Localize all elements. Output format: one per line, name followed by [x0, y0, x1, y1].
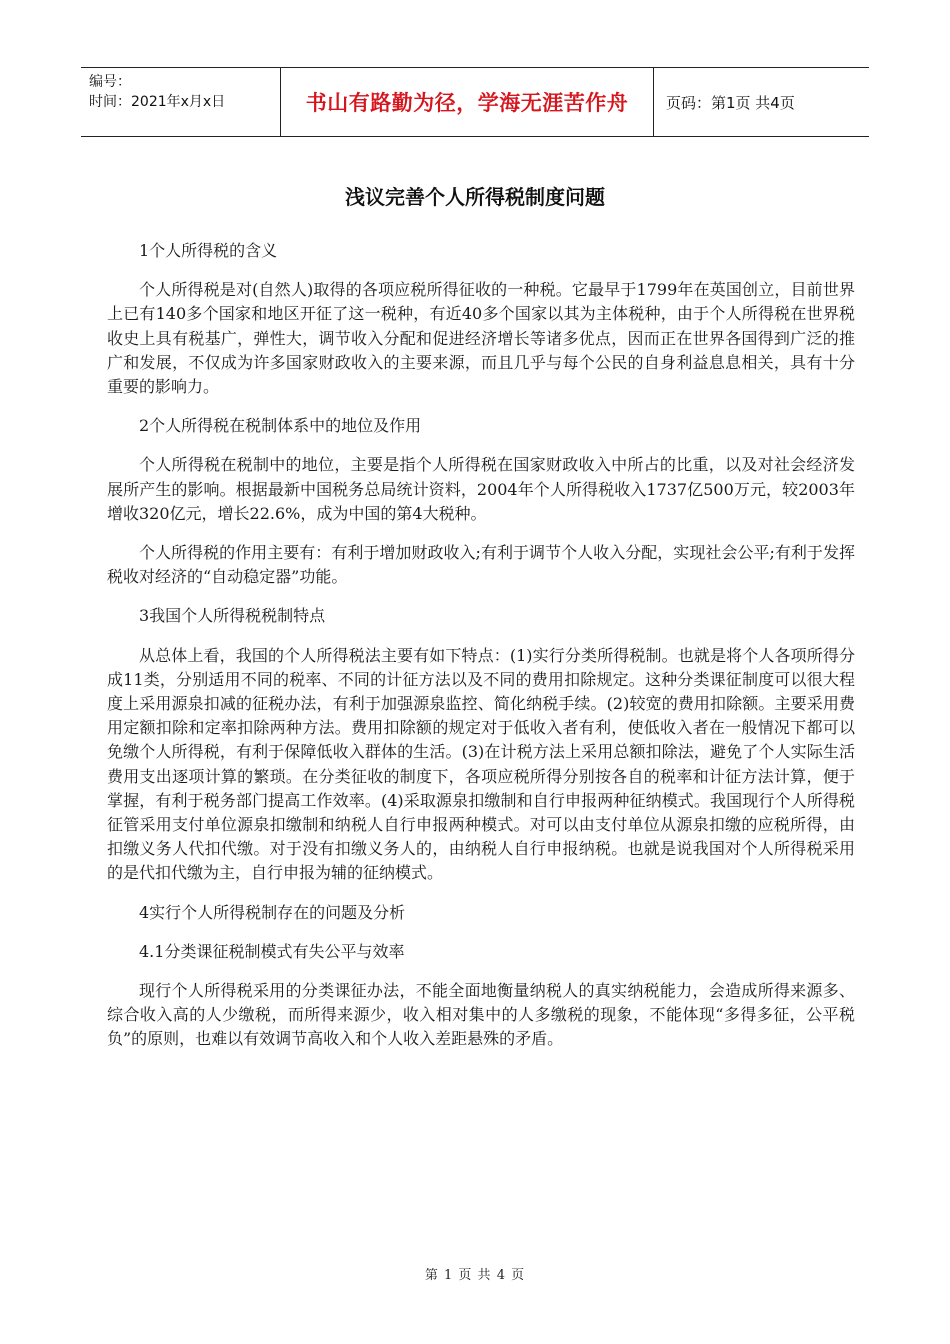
body-paragraph: 现行个人所得税采用的分类课征办法，不能全面地衡量纳税人的真实纳税能力，会造成所得来源多、综合收入高的人少缴税，而所得来源少，收入相对集中的人多缴税的现象，不能体现“多得多征，公平税负”的原则，也难以有效调节高收入和个人收入差距悬殊的矛盾。 — [107, 981, 855, 1049]
body-paragraph: 个人所得税是对(自然人)取得的各项应税所得征收的一种税。它最早于1799年在英国创立，目前世界上已有140多个国家和地区开征了这一税种，有近40多个国家以其为主体税种，由于个人所得税在世界税收史上具有税基广，弹性大，调节收入分配和促进经济增长等诸多优点，因而正在世界各国得到广泛的推广和发展，不仅成为许多国家财政收入的主要来源，而且几乎与每个公民的自身利益息息相关，具有十分重要的影响力。 — [107, 280, 855, 397]
document-title: 浅议完善个人所得税制度问题 — [345, 185, 605, 209]
header-motto: 书山有路勤为径，学海无涯苦作舟 — [281, 68, 654, 136]
subsection-heading: 4.1分类课征税制模式有失公平与效率 — [139, 941, 405, 961]
document-body — [107, 239, 855, 1067]
section-heading: 1个人所得税的含义 — [139, 241, 278, 260]
header-page-info: 页码：第1页 共4页 — [666, 93, 795, 112]
body-paragraph: 个人所得税的作用主要有：有利于增加财政收入;有利于调节个人收入分配，实现社会公平;有利于发挥税收对经济的“自动稳定器”功能。 — [107, 543, 855, 587]
body-paragraph: 个人所得税在税制中的地位，主要是指个人所得税在国家财政收入中所占的比重，以及对社会经济发展所产生的影响。根据最新中国税务总局统计资料，2004年个人所得税收入1737亿500万元，较2003年增收320亿元，增长22.6%，成为中国的第4大税种。 — [107, 455, 855, 523]
body-paragraph: 从总体上看，我国的个人所得税法主要有如下特点：(1)实行分类所得税制。也就是将个人各项所得分成11类，分别适用不同的税率、不同的计征方法以及不同的费用扣除规定。这种分类课征制度可以很大程度上采用源泉扣减的征税办法，有利于加强源泉监控、简化纳税手续。(2)较宽的费用扣除额。主要采用费用定额扣除和定率扣除两种方法。费用扣除额的规定对于低收入者有利，使低收入者在一般情况下都可以免缴个人所得税，有利于保障低收入群体的生活。(3)在计税方法上采用总额扣除法，避免了个人实际生活费用支出逐项计算的繁琐。在分类征收的制度下，各项应税所得分别按各自的税率和计征方法计算，便于掌握，有利于税务部门提高工作效率。(4)采取源泉扣缴制和自行申报两种征纳模式。我国现行个人所得税征管采用支付单位源泉扣缴制和纳税人自行申报两种模式。对可以由支付单位从源泉扣缴的应税所得，由扣缴义务人代扣代缴。对于没有扣缴义务人的，由纳税人自行申报纳税。也就是说我国对个人所得税采用的是代扣代缴为主，自行申报为辅的征纳模式。 — [107, 645, 855, 883]
document-date: 时间：2021年x月x日 — [89, 94, 226, 110]
section-heading: 2个人所得税在税制体系中的地位及作用 — [139, 416, 422, 436]
header-meta — [81, 68, 281, 136]
section-heading: 4实行个人所得税制存在的问题及分析 — [139, 902, 406, 922]
page-footer: 第 1 页 共 4 页 — [424, 1268, 526, 1283]
page-header — [81, 67, 869, 137]
document-number-label: 编号： — [89, 74, 131, 90]
section-heading: 3我国个人所得税税制特点 — [139, 606, 326, 626]
